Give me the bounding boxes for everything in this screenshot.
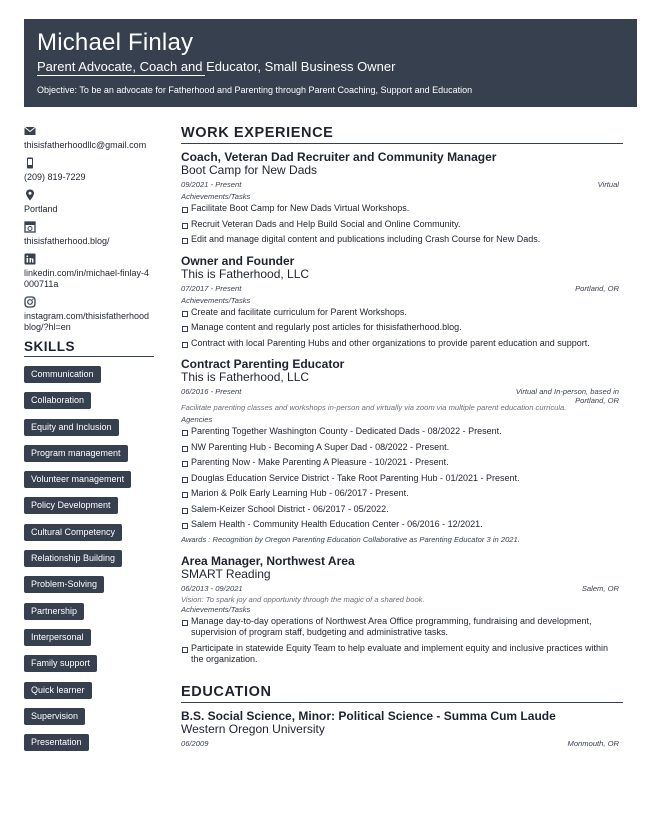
skill-tag: Program management [24, 445, 128, 462]
title-underline [37, 75, 205, 76]
list-item: Salem Health - Community Health Education Center - 06/2016 - 12/2021. [181, 519, 623, 531]
phone-text: (209) 819-7229 [24, 172, 86, 182]
skill-tag: Interpersonal [24, 629, 91, 646]
list-item: Marion & Polk Early Learning Hub - 06/2017 - Present. [181, 488, 623, 500]
school: Western Oregon University [181, 721, 325, 736]
skill-tag: Cultural Competency [24, 524, 122, 541]
job-company: This is Fatherhood, LLC [181, 266, 310, 281]
skill-tag: Presentation [24, 734, 89, 751]
agency-list [181, 426, 623, 531]
skill-tag: Policy Development [24, 497, 118, 514]
job-location: Portland, OR [575, 283, 619, 293]
list-item: Salem-Keizer School District - 06/2017 - 05/2022. [181, 504, 623, 516]
contact-location [24, 189, 154, 215]
job-entry [181, 150, 623, 246]
list-label: Agencies [181, 415, 213, 424]
list-item: Manage day-to-day operations of Northwest Area Office programming, fundraising and development, supervision of program staff, budgeting and administrative tasks. [181, 616, 623, 639]
list-item: Create and facilitate curriculum for Parent Workshops. [181, 307, 623, 319]
list-item: Douglas Education Service District - Take Root Parenting Hub - 01/2021 - Present. [181, 473, 623, 485]
skill-tag: Partnership [24, 603, 84, 620]
job-dates: 06/2016 - Present [181, 387, 242, 396]
skills-heading: SKILLS [24, 339, 154, 357]
contact-instagram [24, 296, 154, 333]
list-item: Edit and manage digital content and publications including Crash Course for New Dads. [181, 234, 623, 246]
education-location: Monmouth, OR [567, 738, 619, 748]
job-dates: 06/2013 - 09/2021 [181, 583, 243, 593]
list-item: Recruit Veteran Dads and Help Build Social and Online Community. [181, 219, 623, 231]
skills-list [24, 366, 154, 760]
contact-website [24, 221, 154, 247]
location-text: Portland [24, 204, 58, 214]
website-link[interactable]: thisisfatherhood.blog/ [24, 236, 110, 246]
job-title: Area Manager, Northwest Area [181, 553, 355, 568]
awards-label: Awards : [181, 534, 211, 544]
skill-tag: Communication [24, 366, 101, 383]
contact-email [24, 125, 154, 151]
instagram-link[interactable]: instagram.com/thisisfatherhoodblog/?hl=en [24, 311, 150, 332]
skill-tag: Relationship Building [24, 550, 122, 567]
task-list [181, 203, 623, 246]
candidate-title: Parent Advocate, Coach and Educator, Small Business Owner [37, 59, 396, 74]
list-item: Parenting Together Washington County - Dedicated Dads - 08/2022 - Present. [181, 426, 623, 438]
education-date: 06/2009 [181, 738, 209, 748]
job-description: Facilitate parenting classes and workshops in-person and virtually via zoom via multiple parent education curricula. [181, 403, 567, 412]
website-icon [24, 221, 36, 233]
task-list [181, 307, 623, 350]
objective-text: Objective: To be an advocate for Fatherhood and Parenting through Parent Coaching, Support and Education [37, 85, 473, 95]
linkedin-link[interactable]: linkedin.com/in/michael-finlay-4000711a [24, 268, 150, 289]
skill-tag: Problem-Solving [24, 576, 104, 593]
instagram-icon [24, 296, 36, 308]
contact-phone [24, 157, 154, 183]
job-location: Virtual [597, 180, 619, 189]
resume-header [24, 19, 637, 107]
awards-line [181, 535, 623, 544]
task-list [181, 616, 623, 666]
email-text[interactable]: thisisfatherhoodllc@gmail.com [24, 140, 147, 150]
job-title: Contract Parenting Educator [181, 357, 345, 371]
skill-tag: Quick learner [24, 682, 92, 699]
list-item: Contract with local Parenting Hubs and other organizations to provide parent education and support. [181, 338, 623, 350]
sidebar [24, 125, 154, 760]
job-dates: 07/2017 - Present [181, 283, 242, 293]
skill-tag: Family support [24, 655, 97, 672]
job-entry [181, 357, 623, 544]
main-column [181, 125, 623, 750]
list-label: Achievements/Tasks [181, 192, 251, 201]
map-pin-icon [24, 189, 36, 201]
skill-tag: Supervision [24, 708, 85, 725]
envelope-icon [24, 125, 36, 137]
job-company: Boot Camp for New Dads [181, 163, 318, 177]
list-item: Manage content and regularly post articles for thisisfatherhood.blog. [181, 322, 623, 334]
job-entry [181, 554, 623, 666]
list-item: Participate in statewide Equity Team to help evaluate and implement equity and inclusive practices within the organization. [181, 643, 623, 666]
skill-tag: Volunteer management [24, 471, 131, 488]
education-entry [181, 709, 623, 750]
job-title: Owner and Founder [181, 253, 295, 268]
job-entry [181, 254, 623, 350]
job-company: SMART Reading [181, 566, 271, 581]
job-description: Vision: To spark joy and opportunity through the magic of a shared book. [181, 594, 425, 604]
list-item: Parenting Now - Make Parenting A Pleasure - 10/2021 - Present. [181, 457, 623, 469]
job-title: Coach, Veteran Dad Recruiter and Community Manager [181, 150, 497, 164]
degree: B.S. Social Science, Minor: Political Science - Summa Cum Laude [181, 708, 556, 723]
list-label: Achievements/Tasks [181, 604, 251, 614]
job-location: Salem, OR [581, 583, 619, 593]
contact-linkedin [24, 253, 154, 290]
candidate-name: Michael Finlay [37, 29, 194, 56]
work-experience-heading: WORK EXPERIENCE [181, 125, 623, 144]
linkedin-icon [24, 253, 36, 265]
skill-tag: Equity and Inclusion [24, 419, 119, 436]
phone-icon [24, 157, 36, 169]
list-label: Achievements/Tasks [181, 295, 251, 305]
job-location: Virtual and In-person, based in Portland, OR [515, 387, 619, 405]
job-dates: 09/2021 - Present [181, 180, 242, 189]
list-item: Facilitate Boot Camp for New Dads Virtual Workshops. [181, 203, 623, 215]
awards-text: Recognition by Oregon Parenting Education Collaborative as Parenting Educator 3 in 2021. [212, 534, 520, 544]
job-company: This is Fatherhood, LLC [181, 370, 310, 384]
skill-tag: Collaboration [24, 392, 91, 409]
list-item: NW Parenting Hub - Becoming A Super Dad - 08/2022 - Present. [181, 442, 623, 454]
education-heading: EDUCATION [181, 684, 623, 703]
